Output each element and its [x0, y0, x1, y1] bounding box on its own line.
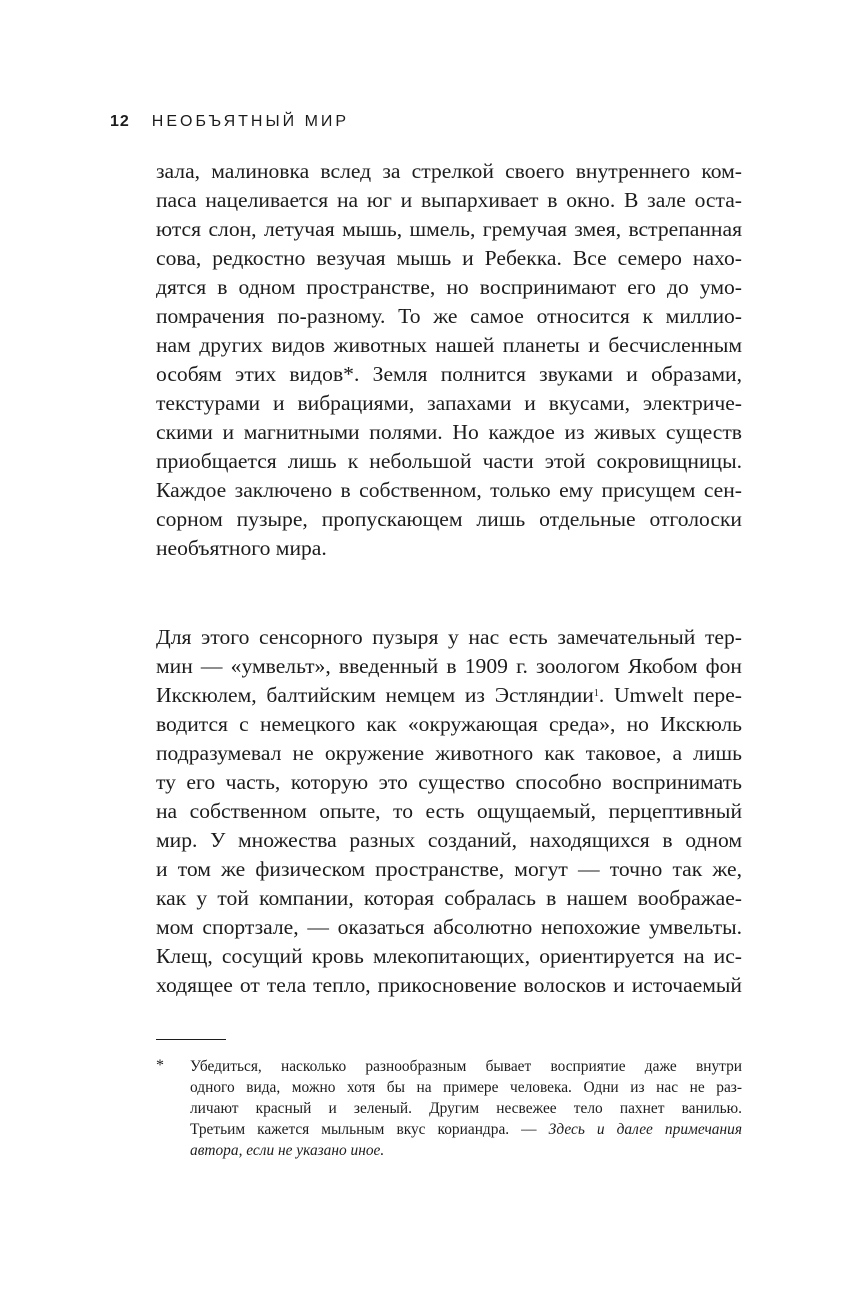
italic-text: автора, если не указано иное. [190, 1142, 385, 1159]
footnote-reference: 1 [593, 688, 599, 699]
footnote-line: Убедиться, насколько разнообразным бывает восприятие даже внутри [190, 1058, 742, 1075]
text-segment: . Umwelt пере- [598, 683, 742, 707]
footnote-divider [156, 1039, 226, 1040]
text-line: скими и магнитными полями. Но каждое из живых существ [156, 420, 742, 444]
text-line: ту его часть, которую это существо способно воспринимать [156, 770, 742, 794]
footnote-line: одного вида, можно хотя бы на примере человека. Одни из нас не раз- [190, 1079, 742, 1096]
text-line: дятся в одном пространстве, но воспринимают его до умо- [156, 275, 742, 299]
text-line: мин — «умвельт», введенный в 1909 г. зоологом Якобом фон [156, 654, 742, 678]
text-line: помрачения по-разному. То же самое относится к миллио- [156, 304, 742, 328]
text-line: мир. У множества разных созданий, находящихся в одном [156, 828, 742, 852]
text-line: ходящее от тела тепло, прикосновение волосков и источаемый [156, 973, 742, 997]
text-line: и том же физическом пространстве, могут — точно так же, [156, 857, 742, 881]
text-line: ются слон, летучая мышь, шмель, гремучая змея, встрепанная [156, 217, 742, 241]
text-line: паса нацеливается на юг и выпархивает в окно. В зале оста- [156, 188, 742, 212]
text-line: Клещ, сосущий кровь млекопитающих, ориентируется на ис- [156, 944, 742, 968]
page-number: 12 [110, 113, 130, 130]
footnote-line [190, 1119, 742, 1140]
text-line: Для этого сенсорного пузыря у нас есть замечательный тер- [156, 625, 742, 649]
text-line: приобщается лишь к небольшой части этой сокровищницы. [156, 449, 742, 473]
text-line: текстурами и вибрациями, запахами и вкусами, электриче- [156, 391, 742, 415]
text-line: особям этих видов*. Земля полнится звуками и образами, [156, 362, 742, 386]
italic-text: Здесь и далее примечания [548, 1121, 742, 1138]
text-segment: Икскюлем, балтийским немцем из Эстляндии [156, 683, 594, 707]
footnote-marker: * [156, 1057, 164, 1074]
text-line [156, 681, 742, 710]
text-line: мом спортзале, — оказаться абсолютно непохожие умвельты. [156, 915, 742, 939]
text-line: подразумевал не окружение животного как таковое, а лишь [156, 741, 742, 765]
footnote-line [190, 1140, 742, 1161]
text-line: как у той компании, которая собралась в нашем воображае- [156, 886, 742, 910]
text-line: водится с немецкого как «окружающая среда», но Икскюль [156, 712, 742, 736]
text-line: необъятного мира. [156, 536, 327, 560]
running-title: НЕОБЪЯТНЫЙ МИР [151, 113, 350, 130]
text-line: сова, редкостно везучая мышь и Ребекка. Все семеро нахо- [156, 246, 742, 270]
text-line: зала, малиновка вслед за стрелкой своего внутреннего ком- [156, 159, 742, 183]
footnote-line: личают красный и зеленый. Другим несвежее тело пахнет ванилью. [190, 1100, 742, 1117]
text-line: сорном пузыре, пропускающем лишь отдельные отголоски [156, 507, 742, 531]
running-header [110, 113, 349, 131]
text-line: Каждое заключено в собственном, только ему присущем сен- [156, 478, 742, 502]
text-line: на собственном опыте, то есть ощущаемый, перцептивный [156, 799, 742, 823]
text-segment: Третьим кажется мыльным вкус кориандра. — [190, 1121, 549, 1138]
text-line: нам других видов животных нашей планеты и бесчисленным [156, 333, 742, 357]
